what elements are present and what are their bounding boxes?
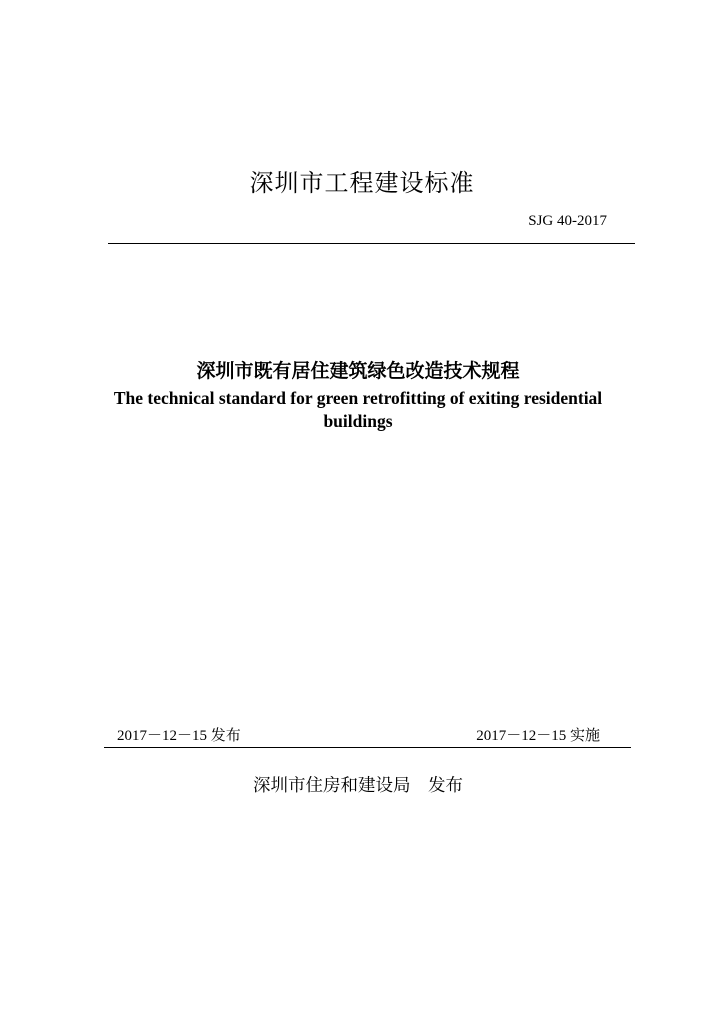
standard-series-title: 深圳市工程建设标准: [249, 169, 475, 197]
issuing-authority: 深圳市住房和建设局 发布: [253, 776, 463, 796]
document-title-chinese: 深圳市既有居住建筑绿色改造技术规程: [196, 360, 520, 382]
standard-number: SJG 40-2017: [528, 213, 607, 229]
implement-date: 2017－12－15 实施: [476, 728, 600, 744]
top-divider: [108, 243, 635, 244]
publish-date: 2017－12－15 发布: [117, 728, 241, 744]
bottom-divider: [104, 747, 631, 748]
document-title-english: The technical standard for green retrofitting of exiting residential buildings: [113, 388, 603, 431]
